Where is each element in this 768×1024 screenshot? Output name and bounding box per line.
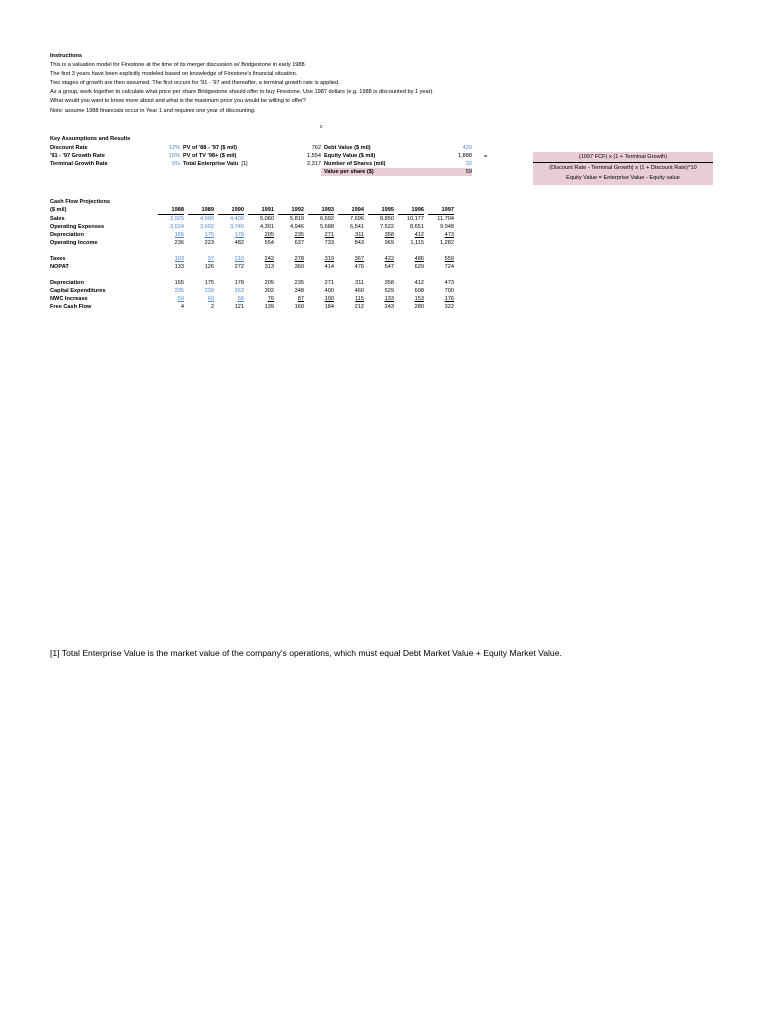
assumption-row xyxy=(50,160,472,168)
table-cell: 348 xyxy=(294,288,304,294)
table-cell: 7,522 xyxy=(380,224,394,230)
year-header: 1990 xyxy=(218,206,244,215)
table-cell: 311 xyxy=(355,280,364,286)
table-cell: 115 xyxy=(355,296,364,302)
result-input[interactable]: 420 xyxy=(462,145,472,151)
table-cell: 6,541 xyxy=(350,224,364,230)
formula-numerator: (1997 FCF) x (1 + Terminal Growth) xyxy=(533,152,713,163)
row-label: Operating Income xyxy=(50,240,98,246)
table-cell: 358 xyxy=(384,232,394,238)
table-cell: 358 xyxy=(384,280,394,286)
table-cell: 9,948 xyxy=(440,224,454,230)
formula-note: Equity Value = Enterprise Value - Equity value xyxy=(566,175,680,181)
table-cell: 271 xyxy=(324,280,334,286)
table-cell: 236 xyxy=(174,240,184,246)
result-label: Debt Value ($ mil) xyxy=(324,145,371,151)
table-row xyxy=(50,255,454,263)
table-cell: 235 xyxy=(294,280,304,286)
instruction-line: As a group, work together to calculate what price per share Bridgestone should offer to buy Firestone. Use 1987 dollars (e.g. 1988 is discounted by 1 year). xyxy=(50,89,434,96)
footnote-ref: [1] xyxy=(241,161,248,167)
table-cell: 482 xyxy=(234,240,244,246)
table-cell[interactable]: 97 xyxy=(207,256,214,262)
table-cell: 133 xyxy=(174,264,184,270)
table-cell[interactable]: 3,740 xyxy=(230,224,244,230)
table-cell: 4 xyxy=(180,304,184,310)
result-value: 2,317 xyxy=(307,161,321,167)
spacer-row xyxy=(50,247,454,255)
year-header-row xyxy=(50,206,454,215)
value-per-share: 59 xyxy=(404,168,472,176)
table-row xyxy=(50,263,454,271)
table-cell: 5,819 xyxy=(290,216,304,222)
unit-label: ($ mil) xyxy=(50,207,67,214)
table-cell[interactable]: 239 xyxy=(204,288,214,294)
year-header: 1995 xyxy=(368,206,394,215)
table-cell: 733 xyxy=(324,240,334,246)
instruction-line: Note: assume 1988 financials occur in Year 1 and requires one year of discounting. xyxy=(50,107,256,114)
formula-equals: = xyxy=(484,154,488,160)
instruction-line: What would you want to know more about and what is the maximum price you would be willing to offer? xyxy=(50,98,306,105)
table-cell: 7,696 xyxy=(350,216,364,222)
assumption-row xyxy=(50,168,472,176)
table-cell: 11,704 xyxy=(437,216,454,222)
table-cell: 969 xyxy=(384,240,394,246)
table-cell: 476 xyxy=(354,264,364,270)
result-input[interactable]: 32 xyxy=(465,161,472,167)
table-cell: 160 xyxy=(294,304,304,310)
row-label: Capital Expenditures xyxy=(50,288,106,294)
row-label: Taxes xyxy=(50,256,66,262)
table-cell: 4,946 xyxy=(290,224,304,230)
table-cell[interactable]: 263 xyxy=(234,288,244,294)
year-header: 1993 xyxy=(308,206,334,215)
assumption-input[interactable]: 12% xyxy=(168,145,180,151)
table-cell: 205 xyxy=(264,232,274,238)
table-cell: 271 xyxy=(324,232,334,238)
table-cell: 280 xyxy=(414,304,424,310)
table-cell: 153 xyxy=(414,296,424,302)
assumption-row xyxy=(50,152,472,160)
result-label: Equity Value ($ mil) xyxy=(324,153,376,159)
year-header: 1996 xyxy=(398,206,424,215)
table-cell: 319 xyxy=(324,256,334,262)
table-cell: 6,692 xyxy=(320,216,334,222)
result-label: Number of Shares (mil) xyxy=(324,161,386,167)
result-value: 762 xyxy=(311,145,321,151)
cashflow-title: Cash Flow Projections xyxy=(50,199,110,205)
result-value: 1,554 xyxy=(307,153,321,159)
table-cell: 121 xyxy=(234,304,244,310)
table-cell: 10,177 xyxy=(406,216,424,222)
table-cell: 460 xyxy=(354,288,364,294)
table-cell[interactable]: 235 xyxy=(174,288,184,294)
assumption-label: Discount Rate xyxy=(50,145,88,151)
row-label: NOPAT xyxy=(50,264,69,270)
table-cell: 1,282 xyxy=(440,240,454,246)
table-cell[interactable]: 3,602 xyxy=(200,224,214,230)
formula-denominator: (Discount Rate - Terminal Growth) x (1 + Discount Rate)^10 xyxy=(549,165,697,171)
table-cell: 412 xyxy=(414,280,424,286)
table-row xyxy=(50,303,454,311)
instruction-line: This is a valuation model for Firestone at the time of its merger discussion w/ Bridgestone in early 1988. xyxy=(50,62,307,69)
table-cell: 139 xyxy=(264,304,274,310)
table-cell: 400 xyxy=(324,288,334,294)
table-cell: 529 xyxy=(384,288,394,294)
row-label: Sales xyxy=(50,215,65,222)
assumption-label: '91 - '97 Growth Rate xyxy=(50,153,105,159)
table-cell: 100 xyxy=(324,296,334,302)
result-label: Total Enterprise Valu xyxy=(183,161,239,167)
table-cell[interactable]: 4,000 xyxy=(200,216,214,222)
instructions-title: Instructions xyxy=(50,53,83,59)
table-cell[interactable]: 103 xyxy=(174,256,184,262)
table-cell: 176 xyxy=(444,296,454,302)
table-cell: 4,301 xyxy=(260,224,274,230)
table-cell[interactable]: 4,400 xyxy=(230,216,244,222)
table-cell: 302 xyxy=(264,288,274,294)
table-cell: 367 xyxy=(354,256,364,262)
table-cell: 5,688 xyxy=(320,224,334,230)
assumptions-title: Key Assumptions and Results xyxy=(50,136,131,142)
table-cell[interactable]: 178 xyxy=(234,232,244,238)
spacer-row xyxy=(50,271,454,279)
formula-box xyxy=(533,152,713,185)
assumption-input[interactable]: 15% xyxy=(168,153,180,159)
row-label: Operating Expenses xyxy=(50,224,105,230)
table-cell: 235 xyxy=(294,232,304,238)
table-row xyxy=(50,287,454,295)
assumptions-table xyxy=(50,144,472,176)
table-cell: 8,850 xyxy=(380,216,394,222)
table-cell: 608 xyxy=(414,288,424,294)
table-cell: 414 xyxy=(324,264,334,270)
table-cell: 2 xyxy=(210,304,214,310)
table-cell[interactable]: 175 xyxy=(204,232,214,238)
table-cell: 1,115 xyxy=(410,240,424,246)
result-label: PV of TV '98+ ($ mil) xyxy=(183,153,237,159)
row-label: Free Cash Flow xyxy=(50,304,92,310)
table-cell: 8,651 xyxy=(410,224,424,230)
table-cell: 412 xyxy=(414,232,424,238)
table-row xyxy=(50,239,454,247)
table-cell: 422 xyxy=(384,256,394,262)
instruction-line: The first 3 years have been explicitly modeled based on knowledge of Firestone's financial situation. xyxy=(50,71,298,78)
table-cell: 473 xyxy=(444,280,454,286)
table-cell: 559 xyxy=(444,256,454,262)
table-row xyxy=(50,223,454,231)
row-label: Depreciation xyxy=(50,232,84,238)
table-cell: 184 xyxy=(324,304,334,310)
result-value: 1,888 xyxy=(458,153,472,159)
stray-mark: c xyxy=(320,124,323,130)
table-cell: 473 xyxy=(444,232,454,238)
result-label: PV of '88 - '97 ($ mil) xyxy=(183,145,237,151)
table-cell: 629 xyxy=(414,264,424,270)
table-cell: 126 xyxy=(204,264,214,270)
year-header: 1989 xyxy=(188,206,214,215)
table-cell[interactable]: 60 xyxy=(207,296,214,302)
table-row xyxy=(50,295,454,303)
table-cell: 212 xyxy=(354,304,364,310)
table-cell[interactable]: 3,925 xyxy=(170,216,184,222)
table-cell[interactable]: 59 xyxy=(177,296,184,302)
footnote: [1] Total Enterprise Value is the market value of the company's operations, which must equal Debt Market Value + Equity Market Value. xyxy=(50,648,562,658)
instruction-line: Two stages of growth are then assumed. The first occurs for '91 - '97 and thereafter, a terminal growth rate is applied. xyxy=(50,80,340,87)
cashflow-table xyxy=(50,198,454,311)
table-cell: 178 xyxy=(234,280,244,286)
table-cell: 554 xyxy=(264,240,274,246)
result-label-cell xyxy=(180,160,303,168)
table-cell: 76 xyxy=(267,296,274,302)
table-cell: 5,060 xyxy=(260,216,274,222)
table-cell: 843 xyxy=(354,240,364,246)
instructions-block xyxy=(50,52,434,116)
row-label: NWC Increase xyxy=(50,296,88,302)
table-cell: 724 xyxy=(444,264,454,270)
table-cell: 322 xyxy=(444,304,454,310)
table-cell: 133 xyxy=(384,296,394,302)
table-cell: 278 xyxy=(294,256,304,262)
table-cell: 175 xyxy=(204,280,214,286)
table-cell: 700 xyxy=(444,288,454,294)
assumption-row xyxy=(50,144,472,152)
table-cell[interactable]: 165 xyxy=(174,232,184,238)
result-label: Value per share ($) xyxy=(321,168,404,176)
assumption-input[interactable]: 5% xyxy=(171,161,180,167)
table-cell: 205 xyxy=(264,280,274,286)
table-cell: 360 xyxy=(294,264,304,270)
assumption-label: Terminal Growth Rate xyxy=(50,161,108,167)
table-cell: 165 xyxy=(174,280,184,286)
table-cell: 486 xyxy=(414,256,424,262)
table-cell: 313 xyxy=(264,264,274,270)
year-header: 1994 xyxy=(338,206,364,215)
table-cell: 223 xyxy=(204,240,214,246)
year-header: 1988 xyxy=(158,206,184,215)
table-cell: 87 xyxy=(297,296,304,302)
table-row xyxy=(50,231,454,239)
year-header: 1991 xyxy=(248,206,274,215)
year-header: 1997 xyxy=(428,206,454,215)
table-cell[interactable]: 210 xyxy=(234,256,244,262)
year-header: 1992 xyxy=(278,206,304,215)
table-cell: 637 xyxy=(294,240,304,246)
table-cell: 242 xyxy=(264,256,274,262)
table-row xyxy=(50,215,454,224)
table-cell[interactable]: 3,524 xyxy=(170,224,184,230)
table-cell: 311 xyxy=(355,232,364,238)
table-cell[interactable]: 66 xyxy=(237,296,244,302)
table-cell: 272 xyxy=(234,264,244,270)
row-label: Depreciation xyxy=(50,280,84,286)
table-cell: 243 xyxy=(384,304,394,310)
table-row xyxy=(50,279,454,287)
table-cell: 547 xyxy=(384,264,394,270)
